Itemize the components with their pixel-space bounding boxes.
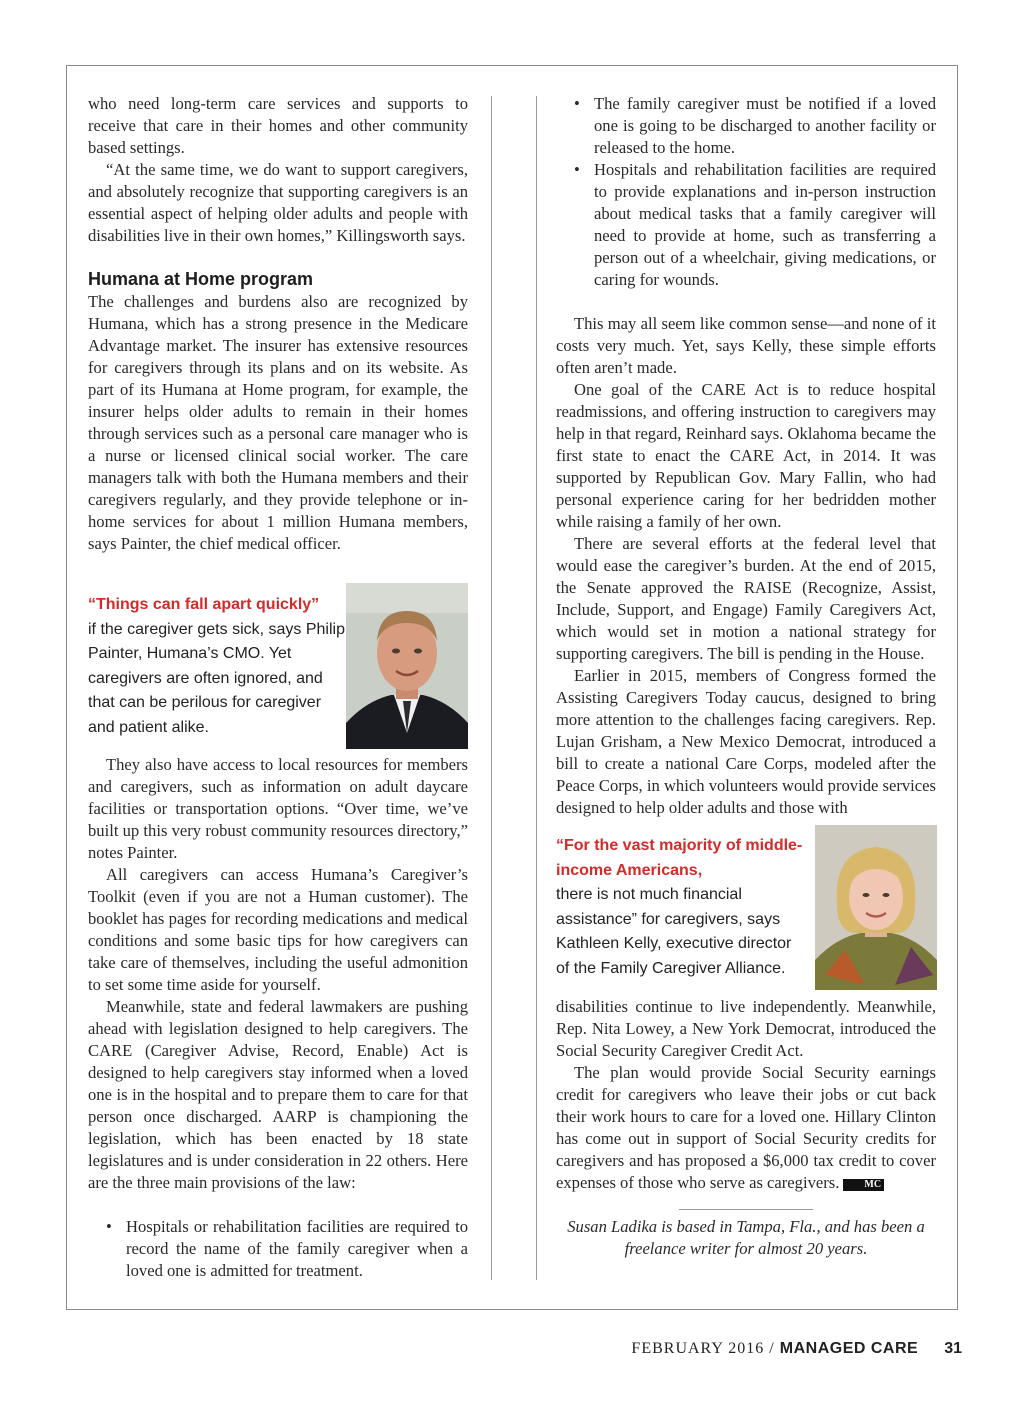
list-item: • Hospitals and rehabilitation facilities are required to provide explanations and in-person instruction about medical tasks that a family caregiver will need to provide at home, such as transferring a person out of a wheelchair, giving medications, or caring for wounds.	[556, 159, 936, 291]
left-column-bottom	[88, 754, 468, 1282]
pull-quote-highlight: “Things can fall apart quickly”	[88, 596, 320, 613]
list-item: • The family caregiver must be notified if a loved one is going to be discharged to another facility or released to the home.	[556, 93, 936, 159]
column-divider-right	[536, 96, 537, 1280]
page-footer	[631, 1340, 962, 1358]
paragraph: disabilities continue to live independently. Meanwhile, Rep. Nita Lowey, a New York Democrat, introduced the Social Security Caregiver Credit Act.	[556, 997, 936, 1060]
portrait-man-icon	[346, 583, 468, 749]
paragraph: One goal of the CARE Act is to reduce hospital readmissions, and offering instruction to caregivers may help in that regard, Reinhard says. Oklahoma became the first state to enact the CARE Act, in 2014. It was supported by Republican Gov. Mary Fallin, who had personal experience caring for her bedridden mother while raising a family of her own.	[556, 380, 936, 531]
paragraph: This may all seem like common sense—and none of it costs very much. Yet, says Kelly, these simple efforts often aren’t made.	[556, 314, 936, 377]
provisions-list-right	[556, 93, 936, 291]
paragraph: Meanwhile, state and federal lawmakers are pushing ahead with legislation designed to help caregivers. The CARE (Caregiver Advise, Record, Enable) Act is designed to help caregivers stay informed when a loved one is in the hospital and to prepare them to care for that person once discharged. AARP is championing the legislation, which has been enacted by 18 state legislatures and is under consideration in 22 others. Here are the three main provisions of the law:	[88, 997, 468, 1192]
byline-divider	[679, 1209, 813, 1210]
photo-philip-painter	[346, 583, 468, 749]
provisions-list-left	[88, 1216, 468, 1282]
portrait-woman-icon	[815, 825, 937, 990]
pull-quote-body: if the caregiver gets sick, says Philip Painter, Humana’s CMO. Yet caregivers are often ignored, and that can be perilous for caregiver and patient alike.	[88, 620, 345, 736]
right-column-top	[556, 93, 936, 819]
paragraph: “At the same time, we do want to support caregivers, and absolutely recognize that supporting caregivers is an essential aspect of helping older adults and people with disabilities live in their own homes,” Killingsworth says.	[88, 160, 468, 245]
paragraph: There are several efforts at the federal level that would ease the caregiver’s burden. At the end of 2015, the Senate approved the RAISE (Recognize, Assist, Include, Support, and Engage) Family Caregivers Act, which would set in motion a national strategy for supporting caregivers. The bill is pending in the House.	[556, 534, 936, 663]
page-number: 31	[944, 1340, 962, 1357]
paragraph: They also have access to local resources for members and caregivers, such as information on adult daycare facilities or transportation options. “Over time, we’ve built up this very robust community resources directory,” notes Painter.	[88, 755, 468, 862]
photo-kathleen-kelly	[815, 825, 937, 990]
paragraph: All caregivers can access Humana’s Caregiver’s Toolkit (even if you are not a Human customer). The booklet has pages for recording medications and medical conditions and some basic tips for how caregivers can take care of themselves, including the useful admonition to set some time aside for yourself.	[88, 865, 468, 994]
left-column-top	[88, 93, 468, 555]
footer-issue-date: FEBRUARY 2016 /	[631, 1340, 780, 1357]
paragraph: who need long-term care services and supports to receive that care in their homes and other community based settings.	[88, 94, 468, 157]
paragraph-text: The plan would provide Social Security earnings credit for caregivers who leave their jobs or cut back their work hours to care for a loved one. Hillary Clinton has come out in support of Social Security credits for caregivers and has proposed a $6,000 tax credit to cover expenses of those who serve as caregivers.	[556, 1063, 936, 1192]
paragraph: The challenges and burdens also are recognized by Humana, which has a strong presence in the Medicare Advantage market. The insurer has extensive resources for caregivers through its plans and on its website. As part of its Humana at Home program, for example, the insurer helps older adults to remain in their homes through services such as a personal care manager who is a nurse or licensed clinical social worker. The care managers talk with both the Humana members and their caregivers regularly, and they provide telephone or in-home services for about 1 million Humana members, says Painter, the chief medical officer.	[88, 292, 468, 553]
author-byline: Susan Ladika is based in Tampa, Fla., and has been a freelance writer for almost 20 years.	[567, 1217, 925, 1258]
footer-magazine-title: MANAGED CARE	[779, 1340, 919, 1357]
right-column-bottom	[556, 996, 936, 1194]
section-heading: Humana at Home program	[88, 269, 314, 289]
list-item: • Hospitals or rehabilitation facilities are required to record the name of the family caregiver when a loved one is admitted for treatment.	[88, 1216, 468, 1282]
paragraph: Earlier in 2015, members of Congress formed the Assisting Caregivers Today caucus, designed to bring more attention to the challenges facing caregivers. Rep. Lujan Grisham, a New Mexico Democrat, introduced a bill to create a national Care Corps, modeled after the Peace Corps, in which volunteers would provide services designed to help older adults and those with	[556, 666, 936, 817]
pull-quote-kelly	[556, 834, 808, 981]
end-mark-logo: MC	[843, 1179, 884, 1191]
pull-quote-painter	[88, 593, 346, 740]
pull-quote-body: there is not much financial assistance” for caregivers, says Kathleen Kelly, executive director of the Family Caregiver Alliance.	[556, 886, 792, 977]
pull-quote-highlight: “For the vast majority of middle-income Americans,	[556, 837, 803, 879]
column-divider-left	[491, 96, 492, 1280]
paragraph	[556, 1062, 936, 1194]
